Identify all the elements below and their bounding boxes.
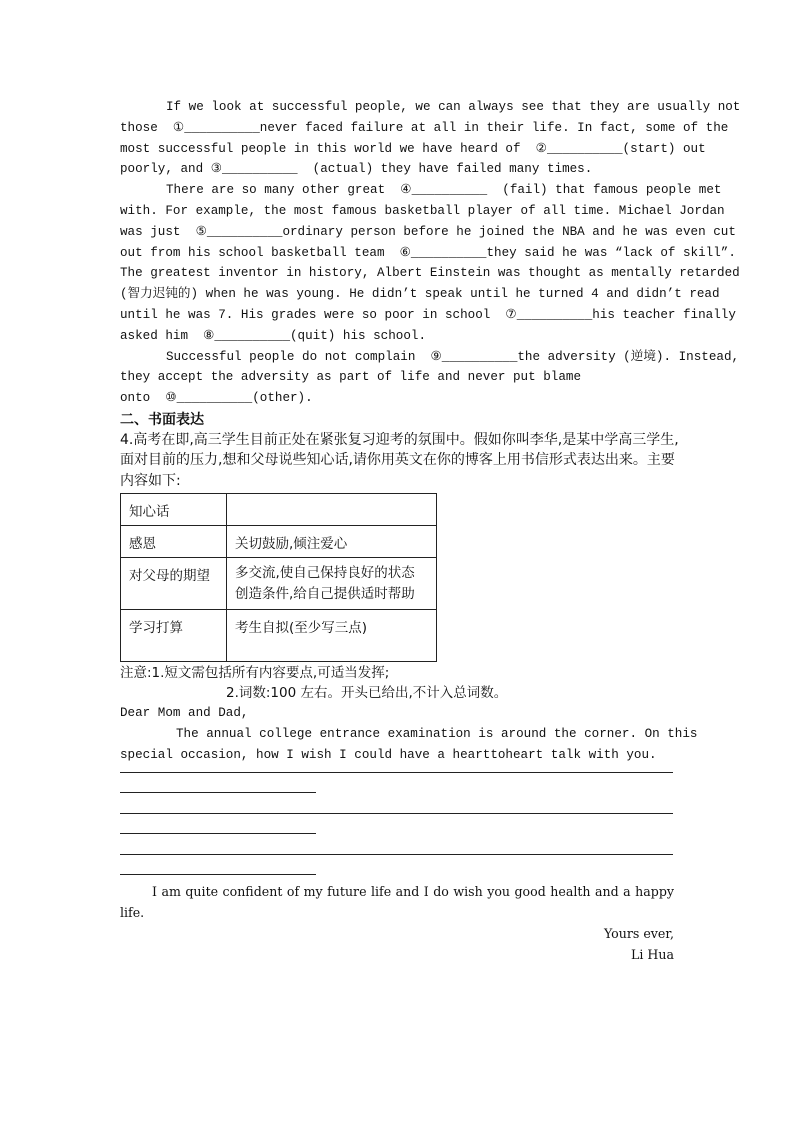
passage-line: (智力迟钝的) when he was young. He didn’t speak until he turned 4 and didn’t read bbox=[120, 287, 720, 302]
table-value: 关切鼓励,倾注爱心 bbox=[227, 526, 437, 558]
passage-line: onto ⑩__________(other). bbox=[120, 391, 313, 406]
writing-line[interactable] bbox=[120, 874, 316, 875]
task-instructions: 4.高考在即,高三学生目前正处在紧张复习迎考的氛围中。假如你叫李华,是某中学高三学生,面对目前的压力,想和父母说些知心话,请你用英文在你的博客上用书信形式表达出来。主要内容如下: bbox=[120, 431, 679, 489]
letter-opening-line: special occasion, how I wish I could have a hearttoheart talk with you. bbox=[120, 748, 657, 763]
section-title: 二、书面表达 bbox=[120, 411, 204, 428]
passage-line: The greatest inventor in history, Albert Einstein was thought as mentally retarded bbox=[120, 266, 740, 281]
salutation: Dear Mom and Dad, bbox=[120, 706, 249, 721]
writing-line[interactable] bbox=[120, 833, 316, 834]
passage-line: was just ⑤__________ordinary person before he joined the NBA and he was even cut bbox=[120, 224, 736, 239]
writing-line[interactable] bbox=[120, 792, 316, 793]
writing-area[interactable] bbox=[120, 772, 674, 875]
passage-line: out from his school basketball team ⑥__________they said he was “lack of skill”. bbox=[120, 245, 736, 260]
note-2: 2.词数:100 左右。开头已给出,不计入总词数。 bbox=[226, 685, 508, 702]
notes bbox=[120, 663, 674, 703]
table-key: 知心话 bbox=[121, 494, 227, 526]
writing-line[interactable] bbox=[120, 854, 673, 855]
table-value: 考生自拟(至少写三点) bbox=[227, 610, 437, 662]
passage-line: until he was 7. His grades were so poor in school ⑦__________his teacher finally bbox=[120, 307, 736, 322]
closing-line: I am quite confident of my future life and I do wish you good health and a happy bbox=[152, 883, 674, 899]
signature: Li Hua bbox=[631, 947, 674, 963]
passage-line: with. For example, the most famous basketball player of all time. Michael Jordan bbox=[120, 203, 725, 218]
table-row bbox=[121, 526, 437, 558]
writing-line[interactable] bbox=[120, 813, 673, 814]
passage-line: There are so many other great ④__________ (fail) that famous people met bbox=[166, 183, 722, 198]
passage-line: asked him ⑧__________(quit) his school. bbox=[120, 328, 427, 343]
table-value bbox=[227, 494, 437, 526]
passage-line: most successful people in this world we have heard of ②__________(start) out bbox=[120, 141, 706, 156]
table-row bbox=[121, 558, 437, 610]
table-row bbox=[121, 610, 437, 662]
passage-line: If we look at successful people, we can always see that they are usually not bbox=[166, 100, 741, 114]
table-value: 多交流,使自己保持良好的状态 创造条件,给自己提供适时帮助 bbox=[227, 558, 437, 610]
letter-opening-line: The annual college entrance examination is around the corner. On this bbox=[176, 727, 698, 742]
passage-line: Successful people do not complain ⑨__________the adversity (逆境). Instead, bbox=[166, 349, 740, 364]
worksheet-page bbox=[120, 97, 741, 966]
table-key: 感恩 bbox=[121, 526, 227, 558]
passage-line: poorly, and ③__________ (actual) they have failed many times. bbox=[120, 162, 593, 177]
table-row bbox=[121, 494, 437, 526]
letter-closing bbox=[120, 882, 674, 966]
writing-line[interactable] bbox=[120, 772, 673, 773]
note-1: 注意:1.短文需包括所有内容要点,可适当发挥; bbox=[120, 665, 390, 682]
table-key: 学习打算 bbox=[121, 610, 227, 662]
letter bbox=[120, 703, 698, 765]
closing-line: life. bbox=[120, 904, 145, 920]
signoff: Yours ever, bbox=[603, 926, 674, 942]
content-table bbox=[120, 493, 437, 662]
table-key: 对父母的期望 bbox=[121, 558, 227, 610]
passage-line: those ①__________never faced failure at all in their life. In fact, some of the bbox=[120, 120, 729, 135]
passage-line: they accept the adversity as part of life and never put blame bbox=[120, 370, 582, 385]
cloze-passage bbox=[120, 97, 741, 409]
